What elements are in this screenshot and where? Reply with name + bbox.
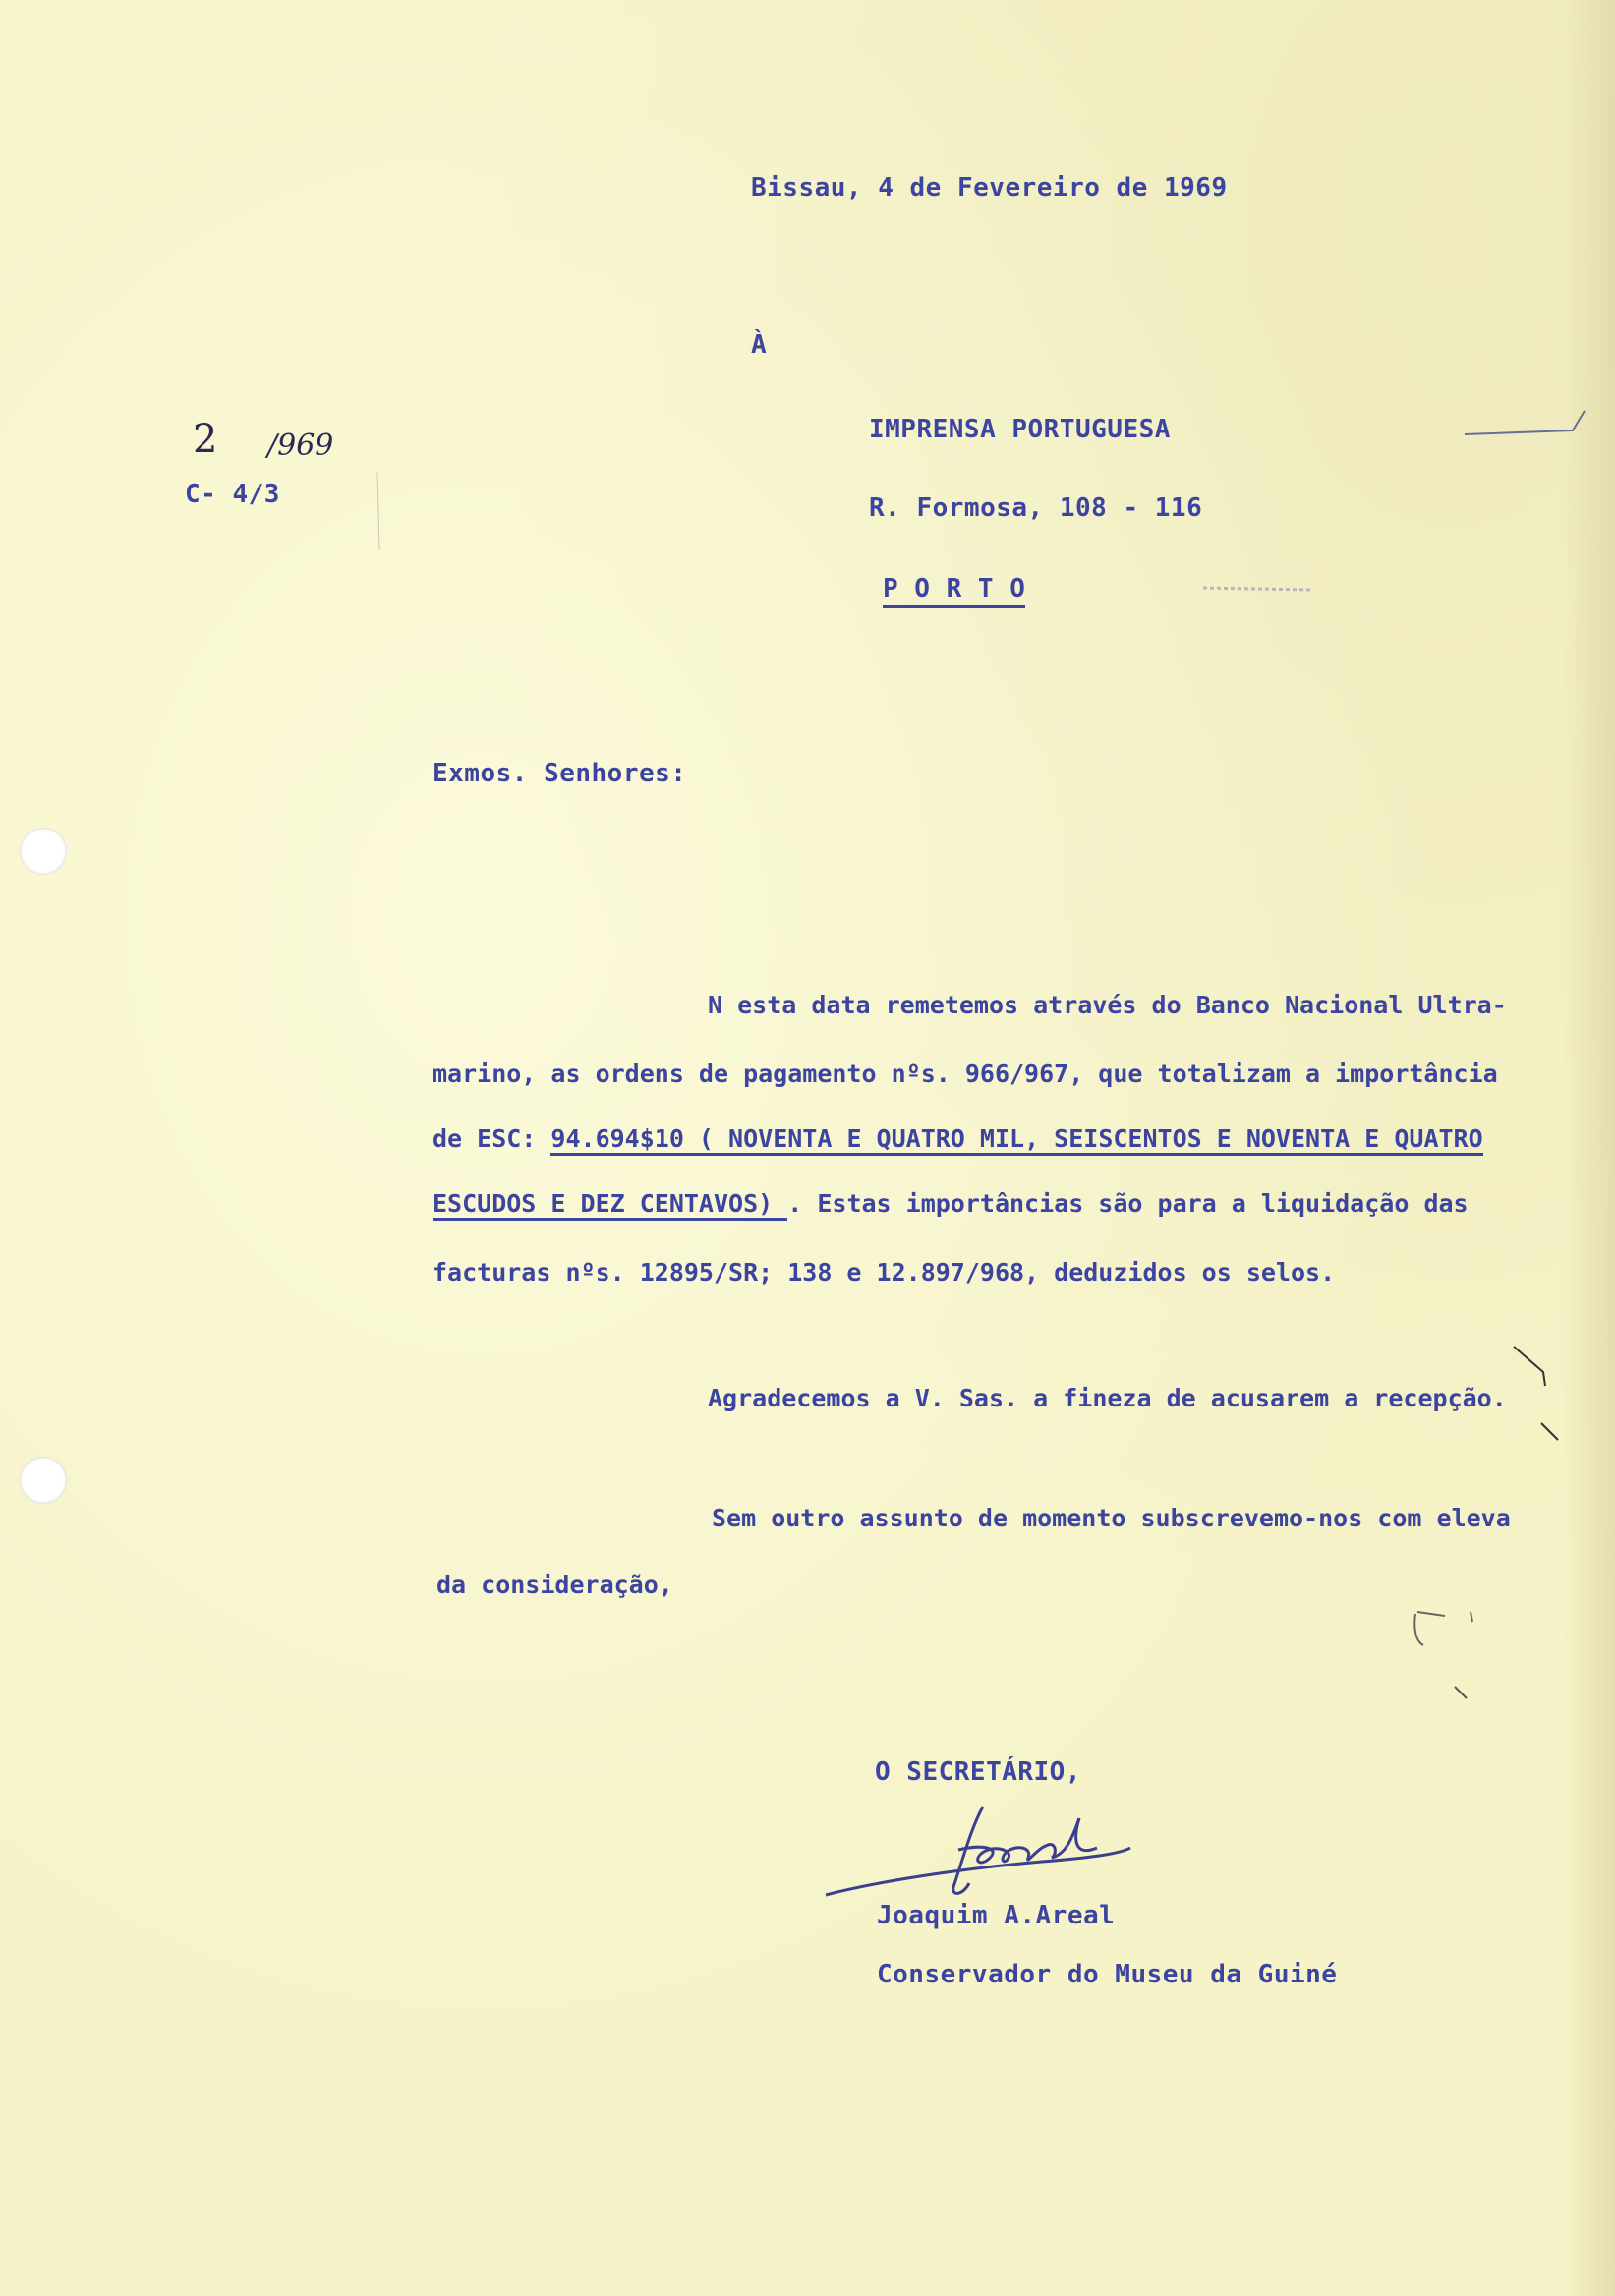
reference-code: C- 4/3 xyxy=(185,480,280,509)
amount-underlined: 94.694$10 ( NOVENTA E QUATRO MIL, SEISCENTOS E NOVENTA E QUATRO xyxy=(550,1124,1482,1156)
paragraph1-line4 xyxy=(433,1189,1469,1218)
to-marker: À xyxy=(751,330,768,360)
salutation: Exmos. Senhores: xyxy=(433,759,687,788)
paragraph1-line3 xyxy=(433,1124,1483,1153)
punch-hole-top xyxy=(20,828,67,875)
signer-name: Joaquim A.Areal xyxy=(877,1901,1116,1930)
recipient-city: P O R T O xyxy=(883,574,1025,608)
paragraph1-line5: facturas nºs. 12895/SR; 138 e 12.897/968, deduzidos os selos. xyxy=(433,1258,1336,1287)
paragraph3-line2: da consideração, xyxy=(436,1571,673,1599)
currency-label: de ESC: xyxy=(433,1124,551,1153)
paragraph1-line1: N esta data remetemos através do Banco Nacional Ultra- xyxy=(708,991,1507,1019)
reference-year: /969 xyxy=(267,429,334,463)
reference-handwritten-number: 2 xyxy=(193,417,218,462)
closing: O SECRETÁRIO, xyxy=(875,1757,1081,1787)
paragraph1-line4-rest: . Estas importâncias são para a liquidação das xyxy=(787,1189,1469,1218)
paper-edge-shadow xyxy=(1563,0,1615,2296)
recipient-address: R. Formosa, 108 - 116 xyxy=(869,493,1203,523)
signer-title: Conservador do Museu da Guiné xyxy=(877,1960,1338,1989)
paragraph2: Agradecemos a V. Sas. a fineza de acusarem a recepção. xyxy=(708,1384,1507,1412)
recipient-name: IMPRENSA PORTUGUESA xyxy=(869,415,1171,444)
punch-hole-bottom xyxy=(20,1457,67,1504)
paragraph1-line2: marino, as ordens de pagamento nºs. 966/967, que totalizam a importância xyxy=(433,1060,1498,1088)
paragraph3-line1: Sem outro assunto de momento subscrevemo-nos com eleva xyxy=(712,1504,1511,1532)
amount-words-underlined: ESCUDOS E DEZ CENTAVOS) xyxy=(433,1189,787,1221)
place-date: Bissau, 4 de Fevereiro de 1969 xyxy=(751,173,1228,202)
